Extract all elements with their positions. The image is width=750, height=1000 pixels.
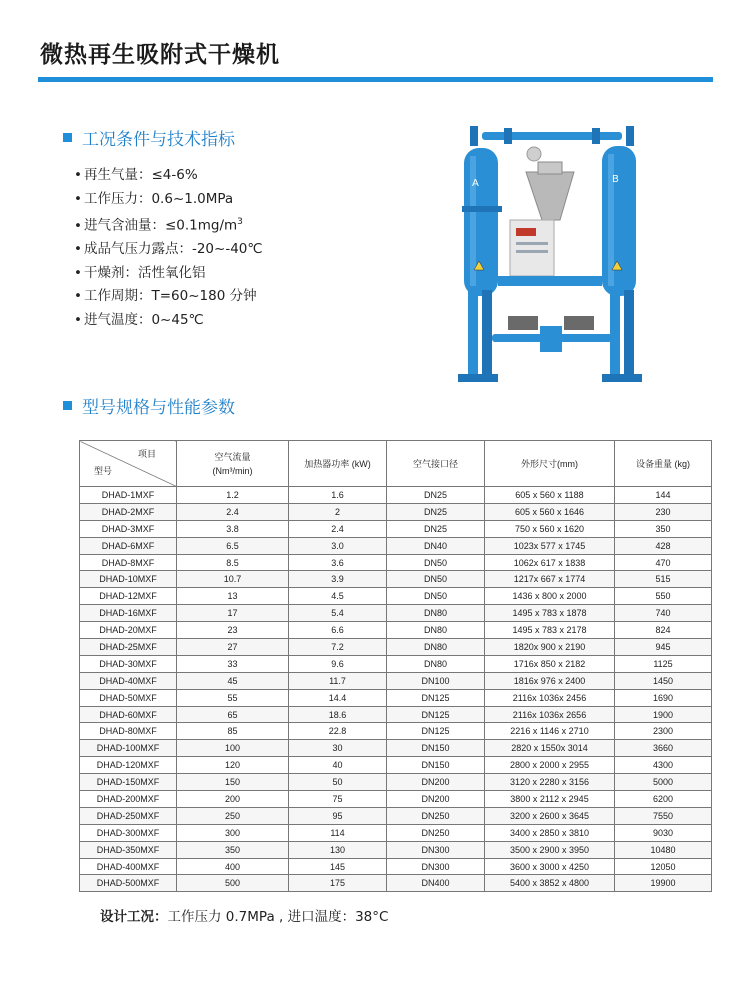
table-cell: 12050: [615, 858, 712, 875]
table-cell: DHAD-250MXF: [80, 807, 177, 824]
table-cell: DHAD-20MXF: [80, 622, 177, 639]
table-cell: DHAD-8MXF: [80, 554, 177, 571]
table-cell: DHAD-400MXF: [80, 858, 177, 875]
table-cell: 470: [615, 554, 712, 571]
table-cell: 2300: [615, 723, 712, 740]
column-header: 空气接口径: [387, 441, 485, 487]
tank-band: [462, 206, 502, 212]
table-cell: DHAD-350MXF: [80, 841, 177, 858]
table-cell: 3400 x 2850 x 3810: [485, 824, 615, 841]
leg: [468, 290, 478, 380]
table-cell: 1.6: [289, 487, 387, 504]
table-cell: DN80: [387, 605, 485, 622]
table-cell: DN300: [387, 858, 485, 875]
table-cell: DN250: [387, 824, 485, 841]
table-cell: 1820x 900 x 2190: [485, 639, 615, 656]
section-heading-conditions: [63, 125, 235, 150]
table-cell: DN125: [387, 706, 485, 723]
silencer-top: [538, 162, 562, 174]
table-cell: 2820 x 1550x 3014: [485, 740, 615, 757]
table-cell: DN80: [387, 639, 485, 656]
table-cell: 250: [177, 807, 289, 824]
table-cell: DHAD-25MXF: [80, 639, 177, 656]
table-cell: DN50: [387, 571, 485, 588]
tank-b: [602, 146, 636, 296]
table-row: [80, 807, 712, 824]
table-cell: 750 x 560 x 1620: [485, 520, 615, 537]
dryer-machine-image: [452, 120, 652, 395]
table-cell: DN125: [387, 689, 485, 706]
table-cell: 1816x 976 x 2400: [485, 672, 615, 689]
table-row: [80, 723, 712, 740]
table-cell: 3120 x 2280 x 3156: [485, 774, 615, 791]
table-cell: DN40: [387, 537, 485, 554]
table-cell: DHAD-300MXF: [80, 824, 177, 841]
table-cell: 65: [177, 706, 289, 723]
table-cell: 3500 x 2900 x 3950: [485, 841, 615, 858]
table-cell: 50: [289, 774, 387, 791]
table-cell: DHAD-100MXF: [80, 740, 177, 757]
table-cell: 1217x 667 x 1774: [485, 571, 615, 588]
table-cell: 9.6: [289, 655, 387, 672]
base-foot: [602, 374, 642, 382]
table-cell: 3.9: [289, 571, 387, 588]
superscript: 3: [237, 217, 243, 227]
corner-label-item: 项目: [137, 449, 156, 459]
table-cell: 200: [177, 791, 289, 808]
leg: [610, 290, 620, 380]
section-heading-models: [63, 393, 235, 418]
table-cell: DN125: [387, 723, 485, 740]
table-row: [80, 605, 712, 622]
table-cell: 3.8: [177, 520, 289, 537]
corner-label-model: 型号: [94, 466, 113, 476]
table-cell: DHAD-120MXF: [80, 757, 177, 774]
table-cell: 1495 x 783 x 2178: [485, 622, 615, 639]
table-row: [80, 689, 712, 706]
table-cell: DN80: [387, 622, 485, 639]
tank-a: [464, 148, 498, 296]
table-row: [80, 875, 712, 892]
table-cell: DHAD-1MXF: [80, 487, 177, 504]
column-header: 设备重量 (kg): [615, 441, 712, 487]
table-cell: 22.8: [289, 723, 387, 740]
spec-item: • 干燥剂：活性氧化铝: [74, 262, 263, 286]
crossbar: [498, 276, 602, 286]
table-cell: DN25: [387, 503, 485, 520]
page-title: 微热再生吸附式干燥机: [40, 42, 280, 68]
table-cell: DN200: [387, 791, 485, 808]
table-cell: 30: [289, 740, 387, 757]
table-row: [80, 571, 712, 588]
table-row: [80, 520, 712, 537]
table-cell: 3660: [615, 740, 712, 757]
table-cell: 230: [615, 503, 712, 520]
table-row: [80, 841, 712, 858]
table-body: [80, 487, 712, 892]
leg: [624, 290, 634, 376]
table-row: [80, 655, 712, 672]
valve: [508, 316, 538, 330]
table-cell: 550: [615, 588, 712, 605]
table-cell: 2.4: [177, 503, 289, 520]
table-cell: DN150: [387, 740, 485, 757]
square-bullet-icon: [63, 133, 72, 142]
table-cell: 3.6: [289, 554, 387, 571]
table-cell: 55: [177, 689, 289, 706]
table-cell: DHAD-16MXF: [80, 605, 177, 622]
table-cell: 13: [177, 588, 289, 605]
table-cell: DN200: [387, 774, 485, 791]
table-cell: DHAD-12MXF: [80, 588, 177, 605]
column-header: 空气流量 (Nm³/min): [177, 441, 289, 487]
table-cell: 6200: [615, 791, 712, 808]
table-cell: 100: [177, 740, 289, 757]
table-cell: DHAD-80MXF: [80, 723, 177, 740]
table-cell: 2800 x 2000 x 2955: [485, 757, 615, 774]
table-cell: 120: [177, 757, 289, 774]
footnote-text: 工作压力 0.7MPa , 进口温度：38°C: [167, 909, 389, 925]
table-cell: 18.6: [289, 706, 387, 723]
table-cell: 8.5: [177, 554, 289, 571]
table-cell: DN25: [387, 487, 485, 504]
footnote-label: 设计工况：: [100, 909, 168, 925]
table-cell: DN150: [387, 757, 485, 774]
table-cell: 2116x 1036x 2656: [485, 706, 615, 723]
table-row: [80, 740, 712, 757]
table-row: [80, 537, 712, 554]
column-header: 外形尺寸(mm): [485, 441, 615, 487]
table-cell: 45: [177, 672, 289, 689]
tank-highlight: [470, 156, 476, 286]
table-row: [80, 503, 712, 520]
flange: [592, 128, 600, 144]
table-cell: 824: [615, 622, 712, 639]
table-cell: 3600 x 3000 x 4250: [485, 858, 615, 875]
title-divider: [38, 77, 713, 82]
table-cell: 175: [289, 875, 387, 892]
table-cell: 75: [289, 791, 387, 808]
table-cell: DN400: [387, 875, 485, 892]
table-cell: 2116x 1036x 2456: [485, 689, 615, 706]
table-cell: DHAD-50MXF: [80, 689, 177, 706]
table-cell: 9030: [615, 824, 712, 841]
spec-item: • 工作周期：T=60~180 分钟: [74, 285, 263, 309]
table-cell: 3200 x 2600 x 3645: [485, 807, 615, 824]
table-cell: 1450: [615, 672, 712, 689]
table-cell: DN50: [387, 554, 485, 571]
flange-left: [470, 126, 478, 146]
table-cell: 33: [177, 655, 289, 672]
panel-button-row: [516, 242, 548, 245]
table-row: [80, 774, 712, 791]
section-title: 工况条件与技术指标: [82, 130, 235, 150]
table-row: [80, 757, 712, 774]
table-cell: 1023x 577 x 1745: [485, 537, 615, 554]
table-cell: 2216 x 1146 x 2710: [485, 723, 615, 740]
panel-display: [516, 228, 536, 236]
table-cell: DN100: [387, 672, 485, 689]
table-cell: DHAD-3MXF: [80, 520, 177, 537]
table-cell: 7.2: [289, 639, 387, 656]
table-cell: DHAD-2MXF: [80, 503, 177, 520]
table-cell: DHAD-6MXF: [80, 537, 177, 554]
table-cell: DHAD-60MXF: [80, 706, 177, 723]
column-header: 加热器功率 (kW): [289, 441, 387, 487]
table-cell: 85: [177, 723, 289, 740]
table-cell: 11.7: [289, 672, 387, 689]
table-cell: 1062x 617 x 1838: [485, 554, 615, 571]
corner-header-cell: [80, 441, 177, 487]
table-cell: 515: [615, 571, 712, 588]
table-cell: 7550: [615, 807, 712, 824]
table-row: [80, 706, 712, 723]
table-cell: 1900: [615, 706, 712, 723]
table-row: [80, 791, 712, 808]
table-cell: DHAD-150MXF: [80, 774, 177, 791]
table-cell: DHAD-40MXF: [80, 672, 177, 689]
table-row: [80, 824, 712, 841]
spec-item: • 工作压力：0.6~1.0MPa: [74, 188, 263, 212]
table-cell: 144: [615, 487, 712, 504]
table-cell: 1.2: [177, 487, 289, 504]
section-title: 型号规格与性能参数: [82, 398, 235, 418]
table-cell: 2: [289, 503, 387, 520]
table-cell: 23: [177, 622, 289, 639]
table-header-row: [80, 441, 712, 487]
flange-right: [626, 126, 634, 146]
table-row: [80, 554, 712, 571]
table-cell: 95: [289, 807, 387, 824]
spec-item: • 进气含油量：$\le 0.1mg/m^3$: [74, 211, 263, 238]
table-cell: 428: [615, 537, 712, 554]
tank-a-label: A: [472, 178, 479, 189]
table-cell: 3.0: [289, 537, 387, 554]
table-row: [80, 858, 712, 875]
table-row: [80, 622, 712, 639]
table-cell: 605 x 560 x 1188: [485, 487, 615, 504]
table-cell: 10480: [615, 841, 712, 858]
table-cell: 4.5: [289, 588, 387, 605]
table-cell: 2.4: [289, 520, 387, 537]
spec-item: • 成品气压力露点：-20~-40℃: [74, 238, 263, 262]
table-cell: 5000: [615, 774, 712, 791]
table-cell: 945: [615, 639, 712, 656]
table-row: [80, 588, 712, 605]
table-cell: DN25: [387, 520, 485, 537]
spec-item: • 再生气量：≤4-6%: [74, 164, 263, 188]
table-cell: DN80: [387, 655, 485, 672]
gauge-icon: [527, 147, 541, 161]
table-cell: 350: [615, 520, 712, 537]
spec-list: [74, 164, 263, 332]
table-cell: 19900: [615, 875, 712, 892]
table-cell: DHAD-200MXF: [80, 791, 177, 808]
table-cell: 6.6: [289, 622, 387, 639]
table-cell: 605 x 560 x 1646: [485, 503, 615, 520]
table-cell: DN50: [387, 588, 485, 605]
table-cell: 150: [177, 774, 289, 791]
table-cell: 1690: [615, 689, 712, 706]
table-cell: 1716x 850 x 2182: [485, 655, 615, 672]
table-cell: DHAD-10MXF: [80, 571, 177, 588]
design-condition-note: [100, 905, 388, 925]
table-cell: 4300: [615, 757, 712, 774]
silencer: [526, 172, 574, 220]
table-cell: 350: [177, 841, 289, 858]
table-cell: 1436 x 800 x 2000: [485, 588, 615, 605]
table-cell: DHAD-500MXF: [80, 875, 177, 892]
table-cell: 1495 x 783 x 1878: [485, 605, 615, 622]
outlet-pipe: [540, 326, 562, 352]
table-cell: DHAD-30MXF: [80, 655, 177, 672]
table-cell: 130: [289, 841, 387, 858]
table-row: [80, 487, 712, 504]
table-cell: 14.4: [289, 689, 387, 706]
spec-item: • 进气温度：0~45℃: [74, 309, 263, 333]
model-spec-table: [79, 440, 712, 892]
table-cell: DN250: [387, 807, 485, 824]
tank-b-label: B: [612, 174, 619, 185]
valve: [564, 316, 594, 330]
table-cell: 10.7: [177, 571, 289, 588]
table-cell: 40: [289, 757, 387, 774]
table-cell: 5.4: [289, 605, 387, 622]
table-cell: 300: [177, 824, 289, 841]
table-cell: 740: [615, 605, 712, 622]
leg: [482, 290, 492, 376]
table-cell: 114: [289, 824, 387, 841]
base-foot: [458, 374, 498, 382]
table-row: [80, 639, 712, 656]
table-cell: 500: [177, 875, 289, 892]
table-cell: 17: [177, 605, 289, 622]
table-cell: 6.5: [177, 537, 289, 554]
table-cell: 1125: [615, 655, 712, 672]
top-pipe: [482, 132, 622, 140]
table-cell: 5400 x 3852 x 4800: [485, 875, 615, 892]
table-cell: 400: [177, 858, 289, 875]
square-bullet-icon: [63, 401, 72, 410]
table-cell: 3800 x 2112 x 2945: [485, 791, 615, 808]
table-row: [80, 672, 712, 689]
table-cell: 27: [177, 639, 289, 656]
flange: [504, 128, 512, 144]
table-cell: DN300: [387, 841, 485, 858]
table-cell: 145: [289, 858, 387, 875]
panel-button-row: [516, 250, 548, 253]
